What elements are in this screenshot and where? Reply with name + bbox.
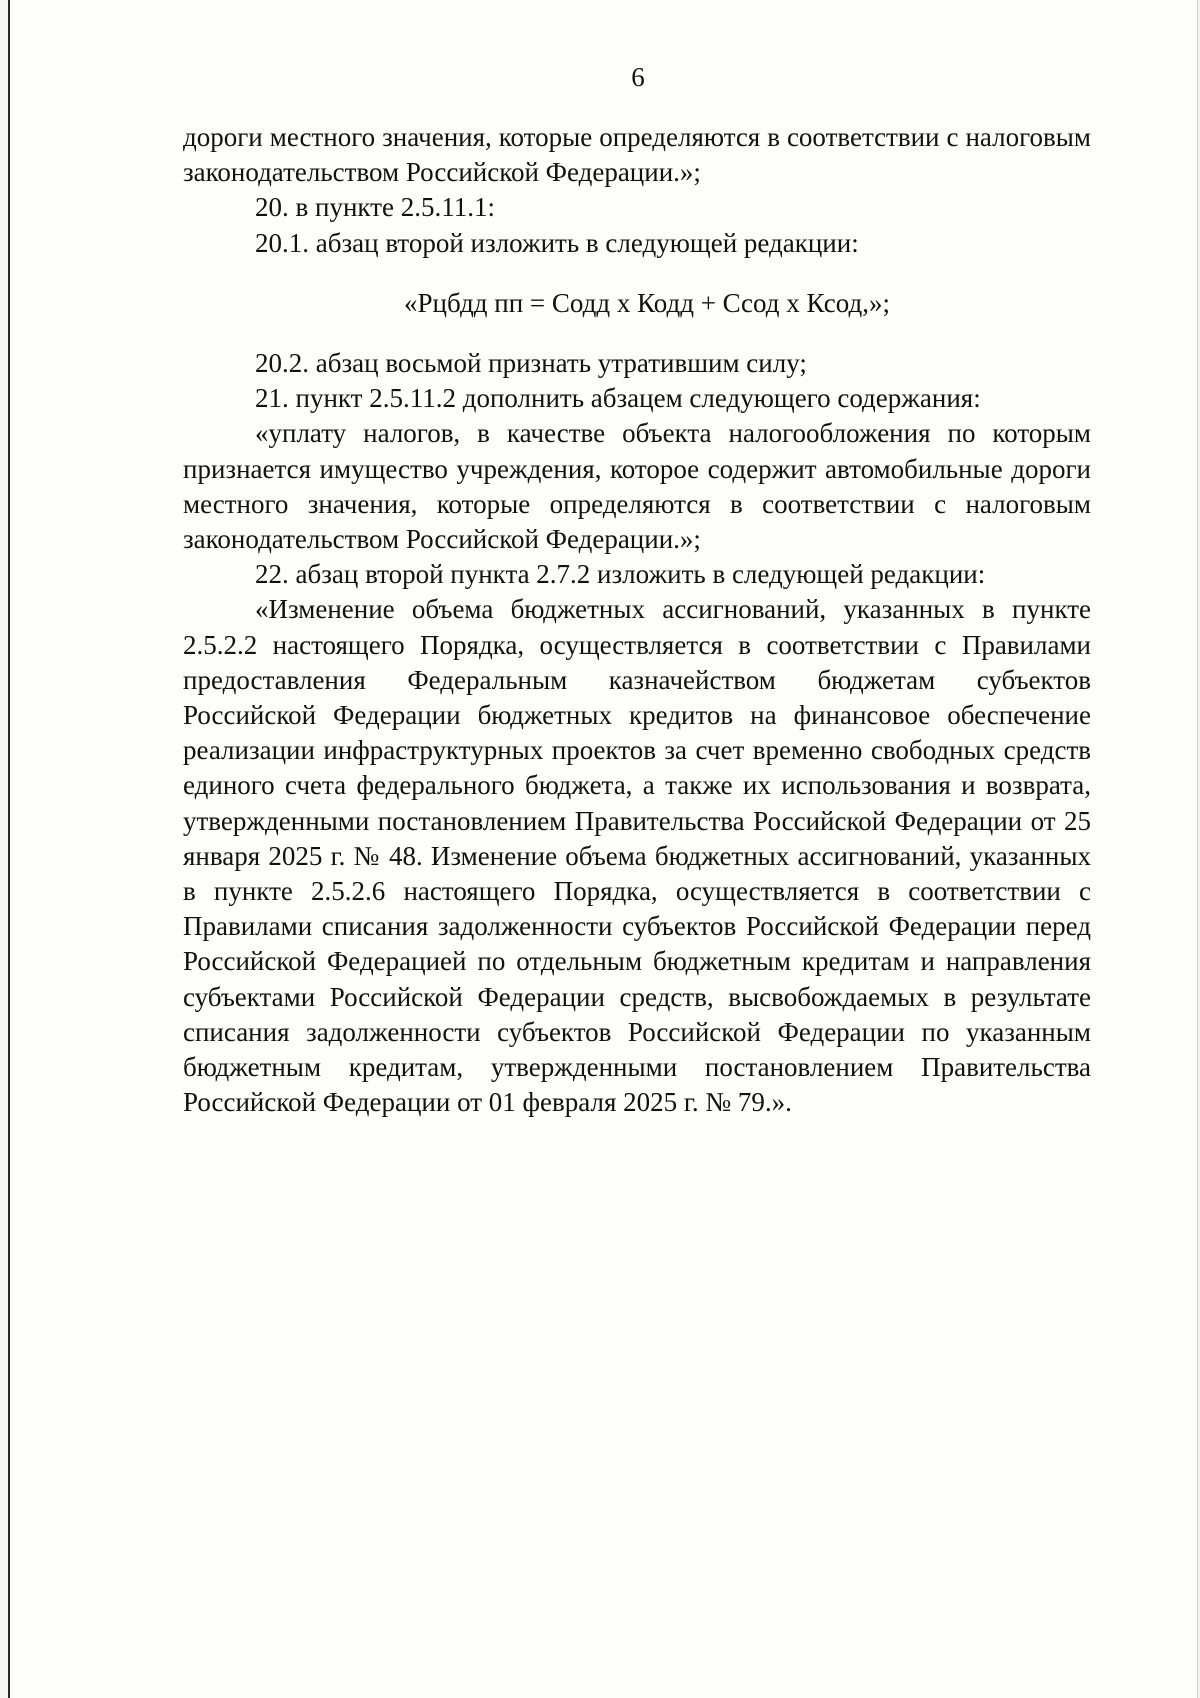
paragraph-item-22: 22. абзац второй пункта 2.7.2 изложить в следующей редакции: xyxy=(255,559,986,590)
page-number: 6 xyxy=(631,62,645,92)
paragraph-quote-taxes: «уплату налогов, в качестве объекта налогообложения по которым признается имущество учреждения, которое содержит автомобильные дороги местного значения, которые определяются в соответствии с налоговым законодательством Российской Федерации.»; xyxy=(183,418,1091,555)
document-body xyxy=(183,120,1091,1120)
paragraph-item-20-1: 20.1. абзац второй изложить в следующей редакции: xyxy=(255,227,859,258)
paragraph-quote-budget: «Изменение объема бюджетных ассигнований, указанных в пункте 2.5.2.2 настоящего Порядка, осуществляется в соответствии с Правилами предоставления Федеральным казначейством бюджетам субъектов Российской Федерации бюджетных кредитов на финансовое обеспечение реализации инфраструктурных проектов за счет временно свободных средств единого счета федерального бюджета, а также их использования и возврата, утвержденными постановлением Правительства Российской Федерации от 25 января 2025 г. № 48. Изменение объема бюджетных ассигнований, указанных в пункте 2.5.2.6 настоящего Порядка, осуществляется в соответствии с Правилами списания задолженности субъектов Российской Федерации перед Российской Федерацией по отдельным бюджетным кредитам и направления субъектами Российской Федерации средств, высвобождаемых в результате списания задолженности субъектов Российской Федерации по указанным бюджетным кредитам, утвержденными постановлением Правительства Российской Федерации от 01 февраля 2025 г. № 79.». xyxy=(183,594,1091,1118)
formula: «Рцбдд пп = Содд х Кодд + Ссод х Ксод,»; xyxy=(404,287,890,318)
paragraph-item-21: 21. пункт 2.5.11.2 дополнить абзацем следующего содержания: xyxy=(255,383,981,414)
document-page xyxy=(8,0,1198,1698)
paragraph-item-20-2: 20.2. абзац восьмой признать утратившим силу; xyxy=(255,348,807,379)
paragraph-item-20: 20. в пункте 2.5.11.1: xyxy=(255,192,495,223)
paragraph-continuation: дороги местного значения, которые определяются в соответствии с налоговым законодательством Российской Федерации.»; xyxy=(183,122,1091,188)
